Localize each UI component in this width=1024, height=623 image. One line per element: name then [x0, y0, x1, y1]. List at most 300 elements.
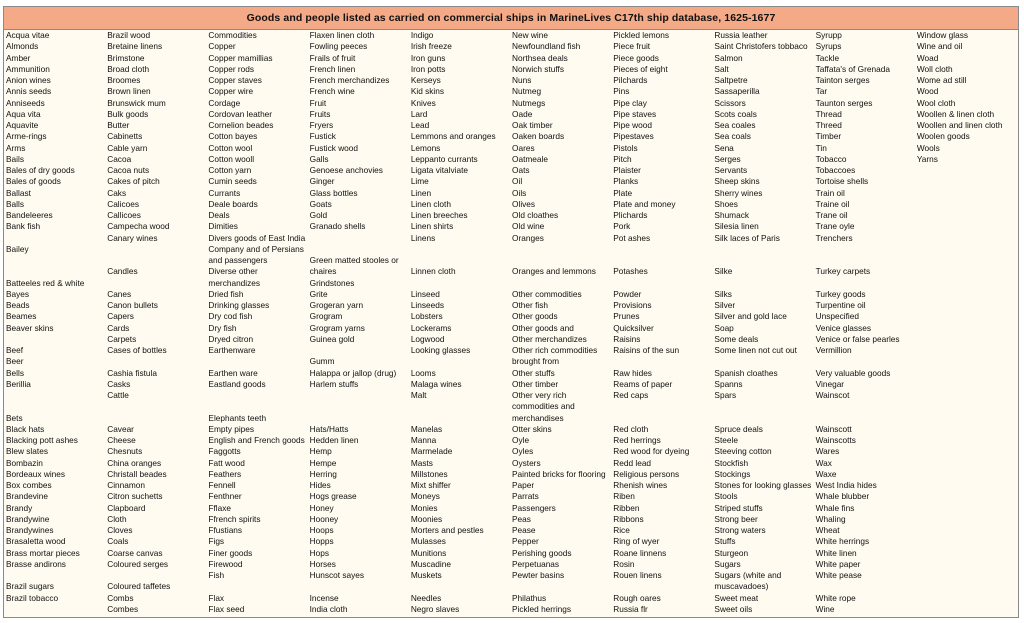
goods-column	[6, 30, 107, 615]
goods-column	[714, 30, 815, 615]
goods-item: Tobaccoes	[815, 165, 856, 175]
goods-item	[411, 278, 512, 289]
goods-item: Malt	[410, 390, 427, 400]
goods-item: Reams of paper	[613, 378, 673, 389]
goods-item	[310, 390, 411, 401]
goods-item: Oats	[512, 165, 530, 175]
goods-item: Dry fish	[208, 322, 237, 333]
goods-item: Beer	[6, 356, 24, 367]
goods-column	[917, 30, 1018, 615]
goods-item: Pipe clay	[613, 97, 647, 108]
goods-item: Wax	[815, 457, 832, 468]
goods-item: Piece goods	[613, 52, 659, 63]
goods-item: Syrupp	[815, 30, 842, 40]
goods-item: Riben	[613, 491, 635, 502]
goods-item: Linseed	[410, 288, 440, 299]
goods-item: Anion wines	[6, 75, 51, 85]
goods-item: Copper	[208, 41, 236, 52]
goods-item: Silver and gold lace	[714, 311, 787, 322]
goods-item: Grindstones	[309, 277, 355, 288]
goods-item: Guinea gold	[309, 333, 355, 344]
goods-item: Woollen & linen cloth	[916, 108, 995, 119]
goods-item: Broad cloth	[107, 63, 150, 74]
goods-item: Prunes	[613, 311, 640, 322]
goods-item: Serges	[714, 153, 741, 164]
goods-item: Copper mamillias	[208, 52, 273, 63]
goods-item: Old wine	[512, 221, 545, 232]
goods-item: Almonds	[6, 41, 39, 52]
goods-item: India cloth	[309, 603, 348, 614]
goods-item: Fflaxe	[208, 502, 231, 513]
goods-item: Ffustians	[208, 525, 243, 535]
table-header	[4, 7, 1018, 30]
goods-item: Millstones	[410, 468, 448, 479]
goods-item: Spanns	[714, 378, 743, 389]
goods-item: Salmon	[714, 52, 743, 63]
goods-item: Philathus	[512, 592, 547, 603]
goods-item: Manna	[410, 435, 437, 445]
goods-item: Deals	[208, 210, 230, 220]
goods-item: Marmelade	[410, 446, 453, 457]
goods-item: Cable yarn	[107, 142, 148, 153]
goods-item: Ribbons	[613, 513, 644, 524]
goods-item: Paper	[512, 480, 535, 490]
goods-item	[310, 233, 411, 244]
goods-item: Annis seeds	[6, 86, 52, 97]
goods-item: Carpets	[107, 333, 137, 344]
goods-item: Sweet meat	[714, 592, 759, 603]
goods-item: Other commodities	[512, 288, 582, 299]
goods-item: Coals	[107, 536, 129, 547]
goods-item: Fruits	[309, 108, 331, 119]
goods-item	[107, 244, 208, 255]
goods-item: Bulk goods	[107, 108, 149, 119]
table-title: Goods and people listed as carried on commercial ships in MarineLives C17th ship database, 1625-1677	[246, 12, 776, 24]
goods-item	[411, 413, 512, 424]
goods-item: Spanish cloathes	[714, 367, 778, 378]
goods-item: Other fish	[512, 300, 548, 310]
goods-item: West India hides	[815, 480, 877, 490]
goods-item: Broomes	[107, 75, 141, 85]
goods-item	[512, 278, 613, 289]
goods-item: Muscadine	[410, 558, 451, 569]
goods-item: Roane linnens	[613, 547, 667, 558]
goods-item: Fennell	[208, 480, 236, 490]
goods-item: Rough oares	[613, 592, 661, 603]
goods-item: Combes	[107, 603, 139, 614]
goods-item: Other very rich commodities and merchandises	[512, 390, 575, 423]
goods-item: Beaver skins	[6, 322, 54, 333]
goods-item: Copper staves	[208, 75, 262, 85]
goods-item: Bayes	[6, 288, 30, 299]
goods-item: Stuffs	[714, 536, 736, 547]
goods-item: Wares	[815, 446, 840, 457]
goods-item: Cordage	[208, 97, 241, 108]
goods-item: Plaister	[613, 165, 641, 175]
goods-item: Hopps	[309, 536, 334, 547]
goods-item: Cloth	[107, 513, 127, 524]
goods-item: Tackle	[815, 52, 840, 63]
goods-item: Oil	[512, 176, 523, 187]
goods-item: Stockings	[714, 468, 751, 479]
goods-item: Ginger	[309, 176, 335, 187]
goods-item: Frails of fruit	[309, 52, 356, 63]
goods-item: Scots coals	[714, 108, 757, 119]
goods-item: Currants	[208, 187, 241, 198]
goods-item: Oysters	[512, 457, 541, 468]
goods-column	[107, 30, 208, 615]
goods-item: Tainton serges	[815, 75, 870, 85]
goods-item: Wools	[916, 142, 940, 153]
goods-item: Coloured taffetes	[107, 581, 171, 592]
goods-item: Pewter basins	[512, 570, 565, 580]
goods-item: Casks	[107, 378, 131, 389]
goods-item: Combs	[107, 592, 134, 603]
goods-item: Grogeran yarn	[309, 300, 364, 310]
goods-item: Brimstone	[107, 52, 145, 63]
goods-item: Syrups	[815, 41, 842, 52]
goods-item: Faggotts	[208, 446, 241, 457]
goods-column	[310, 30, 411, 615]
goods-item: Perpetuanas	[512, 558, 560, 569]
goods-item: Earthen ware	[208, 367, 258, 378]
goods-item: Green matted stooles or chaires	[309, 255, 399, 277]
goods-item: Wine	[815, 603, 835, 614]
goods-item: Oils	[512, 187, 527, 198]
goods-item: Pepper	[512, 536, 539, 547]
goods-item: Bank fish	[6, 221, 41, 232]
goods-item: Brown linen	[107, 86, 151, 97]
goods-item: Stones for looking glasses	[714, 480, 812, 490]
goods-item: Threed	[815, 120, 842, 130]
goods-item: Ligata vitalviate	[410, 165, 469, 175]
goods-item: Bets	[6, 412, 23, 423]
goods-item: Granado shells	[309, 221, 366, 232]
goods-item: Pickled lemons	[613, 30, 670, 40]
goods-item: Soap	[714, 322, 734, 333]
goods-item: Aquavite	[6, 120, 39, 130]
goods-item	[6, 255, 107, 266]
goods-item: Linseeds	[410, 300, 445, 310]
goods-item: Stockfish	[714, 457, 749, 468]
goods-item: Muskets	[410, 570, 442, 580]
goods-item: Commodities	[208, 30, 257, 40]
goods-item: Cordovan leather	[208, 108, 273, 119]
goods-item: Ammunition	[6, 63, 50, 74]
goods-item: Caks	[107, 187, 127, 198]
goods-item: Oranges and lemmons	[512, 266, 596, 277]
goods-item: Batteeles red & white	[6, 277, 85, 288]
goods-item: Brazil sugars	[6, 581, 54, 592]
goods-item	[512, 255, 613, 266]
goods-item: Oyle	[512, 435, 530, 445]
goods-item: Kid skins	[410, 86, 445, 97]
goods-item: Fruit	[309, 97, 327, 108]
goods-item: Cattle	[107, 390, 129, 400]
goods-item: Nuns	[512, 75, 532, 85]
goods-item: Sassaperilla	[714, 86, 760, 97]
goods-item: Monies	[410, 502, 438, 513]
goods-item: Lard	[410, 108, 428, 119]
goods-item: Copper rods	[208, 63, 255, 74]
goods-item: Cheese	[107, 435, 136, 445]
goods-item: Cotton wooll	[208, 153, 255, 164]
goods-item	[613, 244, 714, 255]
goods-item: Diverse other merchandizes	[208, 266, 261, 288]
goods-item: Window glass	[916, 30, 969, 40]
goods-item: Oaken boards	[512, 131, 565, 142]
goods-item: Red wood for dyeing	[613, 446, 690, 457]
goods-item: Dry cod fish	[208, 311, 253, 322]
goods-item	[208, 401, 309, 412]
goods-item: Munitions	[410, 547, 447, 558]
goods-item: Hempe	[309, 457, 337, 468]
goods-item: Northsea deals	[512, 52, 568, 63]
goods-item: Otter skins	[512, 423, 552, 434]
goods-item: Hooney	[309, 513, 339, 524]
goods-item: Oares	[512, 142, 535, 153]
goods-item: Some deals	[714, 333, 759, 344]
goods-item: Traine oil	[815, 198, 850, 209]
goods-item: Oyles	[512, 446, 534, 457]
goods-item: Pieces of eight	[613, 63, 668, 74]
goods-item: White pease	[815, 570, 862, 580]
goods-item: Herring	[309, 468, 337, 479]
goods-item: Turkey goods	[815, 288, 866, 299]
goods-item: French wine	[309, 86, 355, 97]
goods-item: New wine	[512, 30, 548, 40]
goods-item	[816, 278, 917, 289]
goods-item: Pins	[613, 86, 630, 97]
goods-item: Beads	[6, 300, 30, 310]
goods-column	[816, 30, 917, 615]
goods-item: Black hats	[6, 423, 45, 434]
goods-item: Brandywines	[6, 525, 54, 535]
goods-item	[714, 255, 815, 266]
goods-item: Shoes	[714, 198, 738, 209]
goods-item: Whale fins	[815, 502, 855, 513]
goods-item: Campecha wood	[107, 221, 170, 232]
goods-item: Goats	[309, 198, 332, 209]
goods-item: Cotton bayes	[208, 131, 258, 142]
goods-item: Cornelion beades	[208, 120, 274, 130]
goods-item: Brazil tobacco	[6, 592, 59, 603]
goods-item: Red caps	[613, 390, 649, 400]
goods-item: Horses	[309, 558, 336, 569]
goods-item: Flax seed	[208, 603, 245, 614]
goods-item: Galls	[309, 153, 329, 164]
goods-item: Wheat	[815, 525, 840, 535]
goods-item: Honey	[309, 502, 334, 513]
goods-item: Brandy	[6, 502, 33, 513]
goods-item	[613, 278, 714, 289]
goods-item: Fustick	[309, 131, 336, 142]
goods-item: Silk laces of Paris	[714, 232, 780, 243]
goods-item: Dryed citron	[208, 333, 254, 344]
goods-item: Fustick wood	[309, 142, 359, 153]
goods-item: Sea coales	[714, 120, 756, 130]
goods-item	[512, 581, 613, 592]
goods-item: Red cloth	[613, 423, 649, 434]
goods-item: Tar	[815, 86, 828, 97]
goods-item	[411, 255, 512, 266]
goods-item: Passengers	[512, 502, 556, 513]
goods-item: Bells	[6, 367, 24, 378]
goods-item: Whale blubber	[815, 491, 870, 502]
goods-item: Other goods	[512, 311, 558, 322]
goods-item: Sweet oils	[714, 603, 753, 614]
goods-item	[613, 255, 714, 266]
goods-item: Halappa or jallop (drug)	[309, 367, 397, 378]
goods-item: Raw hides	[613, 367, 652, 378]
goods-item: Copper wire	[208, 86, 254, 97]
goods-item: Mixt shiffer	[410, 480, 451, 490]
goods-item: Lemons	[410, 142, 441, 153]
goods-item	[816, 401, 917, 412]
goods-item: Christall beades	[107, 468, 167, 479]
goods-item	[714, 356, 815, 367]
goods-item: Grogram yarns	[309, 322, 365, 333]
goods-item: Whaling	[815, 513, 846, 524]
goods-item: Religious persons	[613, 468, 680, 479]
goods-item: Coarse canvas	[107, 547, 163, 558]
goods-item: Lockerams	[410, 322, 452, 333]
goods-item: Blacking pott ashes	[6, 435, 78, 445]
goods-item: Peas	[512, 513, 531, 524]
goods-item: Wainscotts	[815, 435, 856, 445]
goods-item: Finer goods	[208, 547, 253, 558]
goods-item: Bales of goods	[6, 176, 61, 187]
goods-item: Taffata's of Grenada	[815, 63, 890, 74]
goods-item: Nutmegs	[512, 97, 546, 108]
goods-item: Hops	[309, 547, 329, 558]
goods-item: Provisions	[613, 300, 652, 310]
goods-item: Berillia	[6, 378, 31, 389]
goods-item: Saltpetre	[714, 75, 748, 85]
goods-item: Wome ad still	[916, 75, 967, 85]
goods-item: Acqua vitae	[6, 30, 50, 40]
goods-item	[613, 413, 714, 424]
goods-item: Plichards	[613, 210, 648, 220]
goods-item: Pork	[613, 221, 631, 232]
goods-item: Malaga wines	[410, 378, 462, 389]
goods-item	[310, 413, 411, 424]
goods-item	[6, 334, 107, 345]
goods-item: Incense	[309, 592, 339, 603]
goods-item	[6, 266, 107, 277]
goods-item: Bales of dry goods	[6, 165, 75, 175]
goods-item: Cashia fistula	[107, 367, 158, 378]
goods-column	[512, 30, 613, 615]
goods-item: Cases of bottles	[107, 345, 167, 355]
goods-item: Lead	[410, 120, 430, 130]
goods-column	[613, 30, 714, 615]
goods-item: Masts	[410, 457, 433, 468]
goods-item: Other rich commodities brought from	[512, 345, 598, 367]
goods-item: Bombazin	[6, 457, 43, 468]
goods-item: Hogs grease	[309, 491, 357, 502]
goods-item: Turkey carpets	[815, 266, 871, 277]
goods-item: Moneys	[410, 491, 440, 502]
goods-item: Plate	[613, 187, 633, 198]
goods-item: Bordeaux wines	[6, 468, 66, 479]
goods-item: Rice	[613, 525, 630, 535]
goods-item	[107, 413, 208, 424]
goods-item: Cloves	[107, 525, 133, 535]
goods-column	[411, 30, 512, 615]
goods-item: Wainscot	[815, 390, 850, 400]
goods-item: Arms	[6, 142, 26, 153]
goods-item: Pipe wood	[613, 120, 652, 130]
goods-item: Waxe	[815, 468, 837, 479]
goods-item: Fenthner	[208, 491, 242, 502]
goods-columns	[4, 30, 1018, 615]
goods-item: Oak timber	[512, 120, 553, 130]
goods-item	[411, 244, 512, 255]
goods-item: Stools	[714, 491, 738, 502]
goods-item: Capers	[107, 311, 134, 322]
goods-item: Gumm	[309, 356, 335, 367]
goods-item: Leppanto currants	[410, 153, 478, 164]
goods-item	[714, 244, 815, 255]
goods-item: Linens	[410, 232, 436, 243]
goods-item: Figs	[208, 536, 225, 547]
goods-item: Brandywine	[6, 513, 50, 524]
goods-item: Sugars	[714, 558, 741, 569]
goods-item: Striped stuffs	[714, 502, 763, 513]
goods-item: Salt	[714, 63, 729, 74]
goods-item: Tobacco	[815, 153, 847, 164]
goods-item: Bandeleeres	[6, 210, 53, 220]
goods-item: Beames	[6, 311, 37, 322]
goods-item: Moonies	[410, 513, 443, 524]
goods-item: Pitch	[613, 153, 632, 164]
goods-item: Perishing goods	[512, 547, 572, 558]
goods-item: Russia leather	[714, 30, 768, 40]
goods-item: Amber	[6, 52, 31, 63]
goods-item: Hats/Hatts	[309, 423, 349, 434]
goods-item	[714, 401, 815, 412]
goods-item: Oatmeale	[512, 153, 548, 164]
goods-item: Yarns	[916, 153, 938, 164]
goods-item	[6, 233, 107, 244]
goods-item	[208, 356, 309, 367]
goods-item: White paper	[815, 558, 861, 569]
goods-item	[613, 356, 714, 367]
goods-item: Knives	[410, 97, 436, 108]
goods-item	[6, 390, 107, 401]
goods-item: Anniseeds	[6, 97, 45, 108]
goods-item	[6, 401, 107, 412]
goods-item: Fryers	[309, 120, 334, 130]
goods-item: Needles	[410, 592, 442, 603]
goods-item: Planks	[613, 176, 639, 187]
goods-item: Deale boards	[208, 198, 258, 209]
goods-item: Sheep skins	[714, 176, 760, 187]
goods-item: Taunton serges	[815, 97, 873, 108]
goods-item: Potashes	[613, 266, 648, 277]
goods-item: Brunswick mum	[107, 97, 166, 108]
goods-item	[107, 401, 208, 412]
goods-item: Glass bottles	[309, 187, 358, 198]
goods-item	[411, 356, 512, 367]
goods-item: Strong waters	[714, 525, 766, 535]
goods-item: Eastland goods	[208, 378, 266, 389]
goods-item: English and French goods	[208, 435, 305, 445]
goods-item	[411, 401, 512, 412]
goods-item: Chesnuts	[107, 446, 143, 457]
goods-item: Other merchandizes	[512, 333, 587, 344]
